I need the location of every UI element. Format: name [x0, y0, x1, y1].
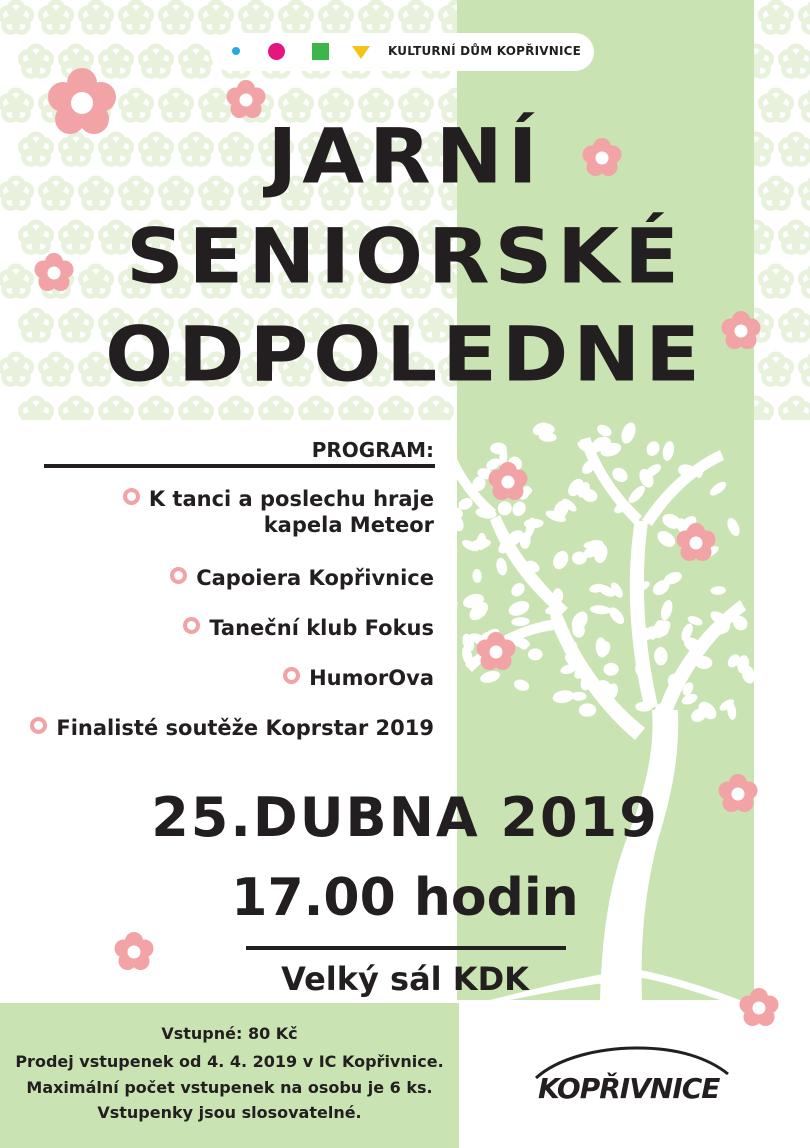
program-item-text: kapela Meteor	[263, 513, 434, 537]
flower-bullet-icon	[170, 567, 187, 584]
yellow-triangle-icon	[352, 46, 370, 59]
program-item	[283, 665, 434, 691]
pink-flower-icon	[486, 460, 530, 504]
program-item	[170, 565, 434, 591]
event-date: 25.DUBNA 2019	[151, 786, 659, 849]
flower-bullet-icon	[283, 667, 300, 684]
flower-bullet-icon	[123, 488, 140, 505]
program-item-text: Capoiera Kopřivnice	[196, 566, 434, 590]
blue-dot-icon	[232, 47, 240, 55]
koprivnice-logo	[528, 1040, 738, 1110]
green-square-icon	[312, 43, 329, 60]
program-item	[123, 486, 434, 538]
pink-flower-icon	[474, 630, 518, 674]
event-venue: Velký sál KDK	[281, 960, 529, 998]
info-line: Prodej vstupenek od 4. 4. 2019 v IC Kopřivnice.	[15, 1052, 444, 1071]
info-line: Vstupenky jsou slosovatelné.	[97, 1103, 362, 1122]
organization-name: KULTURNÍ DŮM KOPŘIVNICE	[388, 44, 582, 58]
info-line: Maximální počet vstupenek na osobu je 6 ks.	[26, 1078, 433, 1097]
program-item-text: Taneční klub Fokus	[209, 616, 434, 640]
info-line: Vstupné: 80 Kč	[161, 1024, 298, 1043]
title-line-2: SENIORSKÉ	[126, 212, 684, 301]
pink-circle-icon	[268, 43, 285, 60]
pink-flower-icon	[674, 521, 718, 565]
title-line-1: JARNÍ	[267, 112, 543, 201]
program-item	[30, 715, 434, 741]
program-item	[183, 615, 434, 641]
event-time: 17.00 hodin	[231, 868, 579, 928]
venue-divider	[246, 946, 566, 950]
logo-text: KOPŘIVNICE	[538, 1072, 720, 1105]
program-item-text: K tanci a poslechu hraje	[148, 487, 434, 511]
program-divider	[44, 464, 435, 468]
flower-bullet-icon	[30, 717, 47, 734]
flower-bullet-icon	[183, 617, 200, 634]
program-item-text: HumorOva	[309, 666, 434, 690]
title-line-3: ODPOLEDNE	[105, 310, 705, 399]
program-item-text: Finalisté soutěže Koprstar 2019	[56, 716, 434, 740]
program-heading: PROGRAM:	[311, 438, 434, 462]
